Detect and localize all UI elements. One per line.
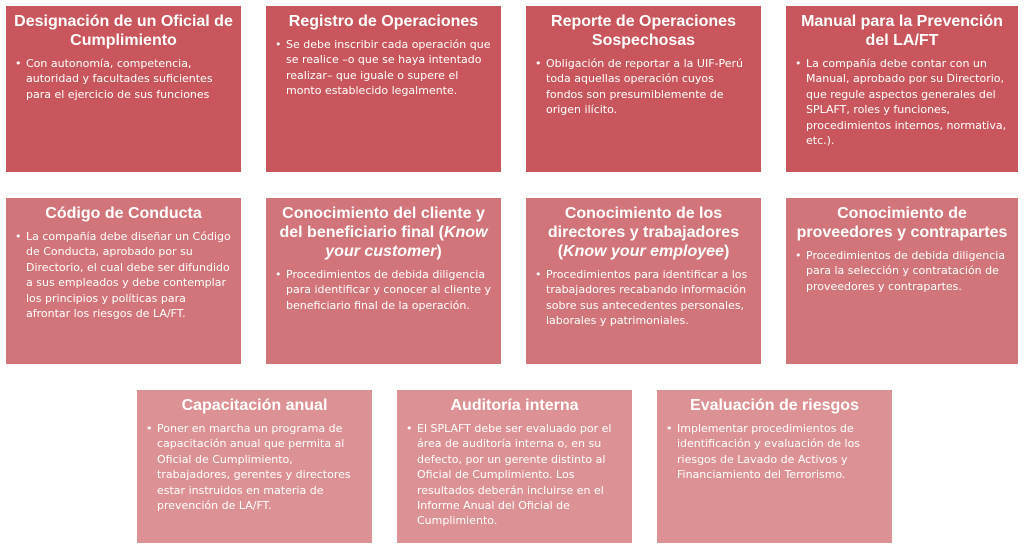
card-bullet: • Con autonomía, competencia, autoridad y facultades suficientes para el ejercicio de sus funciones [26, 56, 233, 102]
card-conocimiento-trabajadores [526, 198, 761, 364]
card-bullet: • Procedimientos de debida diligencia para identificar y conocer al cliente y beneficiario final de la operación. [286, 267, 493, 313]
card-bullet: • Obligación de reportar a la UIF-Perú toda aquellas operación cuyos fondos son presumiblemente de origen ilícito. [546, 56, 753, 118]
card-title: Evaluación de riesgos [690, 397, 859, 414]
card-title: Manual para la Prevención del LA/FT [801, 13, 1003, 49]
card-title [274, 204, 493, 261]
card-bullet: • Implementar procedimientos de identificación y evaluación de los riesgos de Lavado de Activos y Financiamiento del Terrorismo. [677, 421, 884, 483]
card-reporte-operaciones [526, 6, 761, 172]
card-manual-prevencion [786, 6, 1018, 172]
card-title: Capacitación anual [181, 397, 328, 414]
card-bullet: • Procedimientos para identificar a los trabajadores recabando información sobre sus antecedentes personales, laborales y patrimoniales. [546, 267, 753, 329]
card-bullet: • La compañía debe diseñar un Código de Conducta, aprobado por su Directorio, el cual debe ser difundido a sus empleados y debe contemplar los principios y políticas para afrontar los riesgos de LA/FT. [26, 229, 233, 321]
card-title: Reporte de Operaciones Sospechosas [551, 13, 736, 49]
card-auditoria-interna [397, 390, 632, 543]
card-registro-operaciones [266, 6, 501, 172]
card-conocimiento-proveedores [786, 198, 1018, 364]
card-title-pre: Conocimiento de los directores y trabajadores ( [547, 205, 740, 260]
card-bullet: • El SPLAFT debe ser evaluado por el área de auditoría interna o, en su defecto, por un gerente distinto al Oficial de Cumplimiento. Los resultados deberán incluirse en el Informe Anual del Oficial de Cumplimiento. [417, 421, 624, 529]
card-title-em: Know your employee [563, 243, 724, 260]
card-title: Auditoría interna [450, 397, 579, 414]
card-conocimiento-cliente [266, 198, 501, 364]
card-title: Registro de Operaciones [288, 13, 479, 30]
card-codigo-conducta [6, 198, 241, 364]
card-title-post: ) [436, 243, 442, 260]
card-bullet: • Se debe inscribir cada operación que se realice –o que se haya intentado realizar– que iguale o supere el monto establecido legalmente. [286, 37, 493, 99]
card-title: Designación de un Oficial de Cumplimiento [14, 13, 233, 49]
card-title [534, 204, 753, 261]
card-evaluacion-riesgos [657, 390, 892, 543]
card-oficial-cumplimiento [6, 6, 241, 172]
card-title-pre: Conocimiento del cliente y del beneficiario final ( [279, 205, 485, 241]
card-title-em: Know your customer [325, 224, 488, 260]
card-title: Conocimiento de proveedores y contrapartes [796, 205, 1008, 241]
card-capacitacion-anual [137, 390, 372, 543]
card-title: Código de Conducta [45, 205, 202, 222]
card-bullet: • La compañía debe contar con un Manual, aprobado por su Directorio, que regule aspectos generales del SPLAFT, roles y funciones, procedimientos internos, normativa, etc.). [806, 56, 1010, 148]
card-bullet: • Poner en marcha un programa de capacitación anual que permita al Oficial de Cumplimiento, trabajadores, gerentes y directores estar instruidos en materia de prevención de LA/FT. [157, 421, 364, 513]
card-bullet: • Procedimientos de debida diligencia para la selección y contratación de proveedores y contrapartes. [806, 248, 1010, 294]
card-title-post: ) [723, 243, 730, 260]
